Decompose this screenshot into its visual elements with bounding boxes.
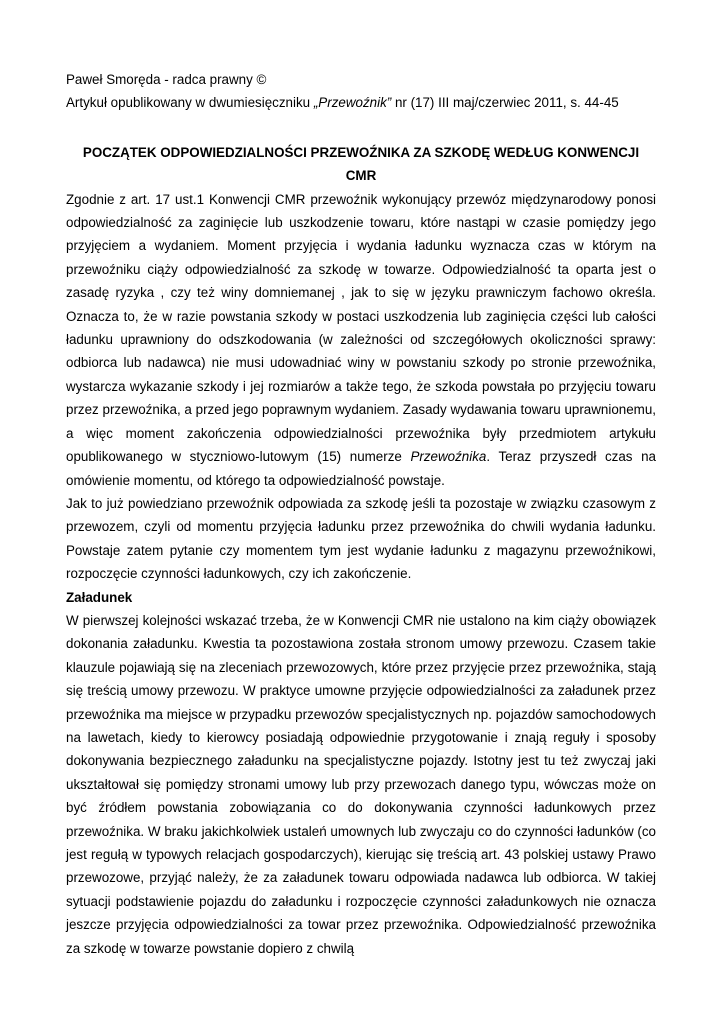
- paragraph-intro-text-a: Zgodnie z art. 17 ust.1 Konwencji CMR przewoźnik wykonujący przewóz międzynarodowy ponosi odpowiedzialność za zaginięcie lub uszkodzenie towaru, które nastąpi w czasie pomiędzy jego przyjęciem a wydaniem. Moment przyjęcia i wydania ładunku wyznacza czas w którym na przewoźniku ciąży odpowiedzialność za szkodę w towarze. Odpowiedzialność ta oparta jest o zasadę ryzyka , czy też winy domniemanej , jak to się w języku prawniczym fachowo określa. Oznacza to, że w razie powstania szkody w postaci uszkodzenia lub zaginięcia części lub całości ładunku uprawniony do odszkodowania (w zależności od szczegółowych okoliczności sprawy: odbiorca lub nadawca) nie musi udowadniać winy w powstaniu szkody po stronie przewoźnika, wystarcza wykazanie szkody i jej rozmiarów a także tego, że szkoda powstała po przyjęciu towaru przez przewoźnika, a przed jego poprawnym wydaniem. Zasady wydawania towaru uprawnionemu, a więc moment zakończenia odpowiedzialności przewoźnika były przedmiotem artykułu opublikowanego w styczniowo-lutowym (15) numerze: [66, 191, 656, 465]
- publication-suffix: nr (17) III maj/czerwiec 2011, s. 44-45: [391, 95, 619, 111]
- paragraph-loading: W pierwszej kolejności wskazać trzeba, że w Konwencji CMR nie ustalono na kim ciąży obowiązek dokonania załadunku. Kwestia ta pozostawiona została stronom umowy przewozu. Czasem takie klauzule pojawiają się na zleceniach przewozowych, które przez przyjęcie przez przewoźnika, stają się treścią umowy przewozu. W praktyce umowne przyjęcie odpowiedzialności za załadunek przez przewoźnika ma miejsce w przypadku przewozów specjalistycznych np. pojazdów samochodowych na lawetach, kiedy to kierowcy posiadają odpowiednie przygotowanie i znają reguły i sposoby dokonywania bezpiecznego załadunku na specjalistyczne pojazdy. Istotny jest tu też zwyczaj jaki ukształtował się pomiędzy stronami umowy lub przy przewozach danego typu, wówczas może on być źródłem powstania zobowiązania co do dokonywania czynności ładunkowych przez przewoźnika. W braku jakichkolwiek ustaleń umownych lub zwyczaju co do czynności ładunków (co jest regułą w typowych relacjach gospodarczych), kierując się treścią art. 43 polskiej ustawy Prawo przewozowe, przyjąć należy, że za załadunek towaru odpowiada nadawca lub odbiorca. W takiej sytuacji podstawienie pojazdu do załadunku i rozpoczęcie czynności załadunkowych nie oznacza jeszcze przyjęcia odpowiedzialności za towar przez przewoźnika. Odpowiedzialność przewoźnika za szkodę w towarze powstanie dopiero z chwilą: [66, 612, 656, 956]
- publication-journal: „Przewoźnik”: [313, 95, 392, 111]
- section-heading: Załadunek: [66, 589, 133, 605]
- article-title: POCZĄTEK ODPOWIEDZIALNOŚCI PRZEWOŹNIKA ZA SZKODĘ WEDŁUG KONWENCJI CMR: [82, 144, 640, 184]
- paragraph-intro: [66, 188, 656, 492]
- paragraph-intro-text-b: . Teraz przyszedł czas na omówienie momentu, od którego ta odpowiedzialność powstaje.: [66, 449, 656, 488]
- document-page: [66, 68, 656, 960]
- journal-name: Przewoźnika: [410, 449, 487, 465]
- publication-line: [66, 91, 656, 114]
- author-line: Paweł Smoręda - radca prawny ©: [66, 72, 267, 87]
- publication-prefix: Artykuł opublikowany w dwumiesięczniku: [66, 95, 314, 111]
- paragraph-timing: Jak to już powiedziano przewoźnik odpowiada za szkodę jeśli ta pozostaje w związku czasowym z przewozem, czyli od momentu przyjęcia ładunku przez przewoźnika do chwili wydania ładunku. Powstaje zatem pytanie czy momentem tym jest wydanie ładunku z magazynu przewoźnikowi, rozpoczęcie czynności ładunkowych, czy ich zakończenie.: [66, 495, 656, 582]
